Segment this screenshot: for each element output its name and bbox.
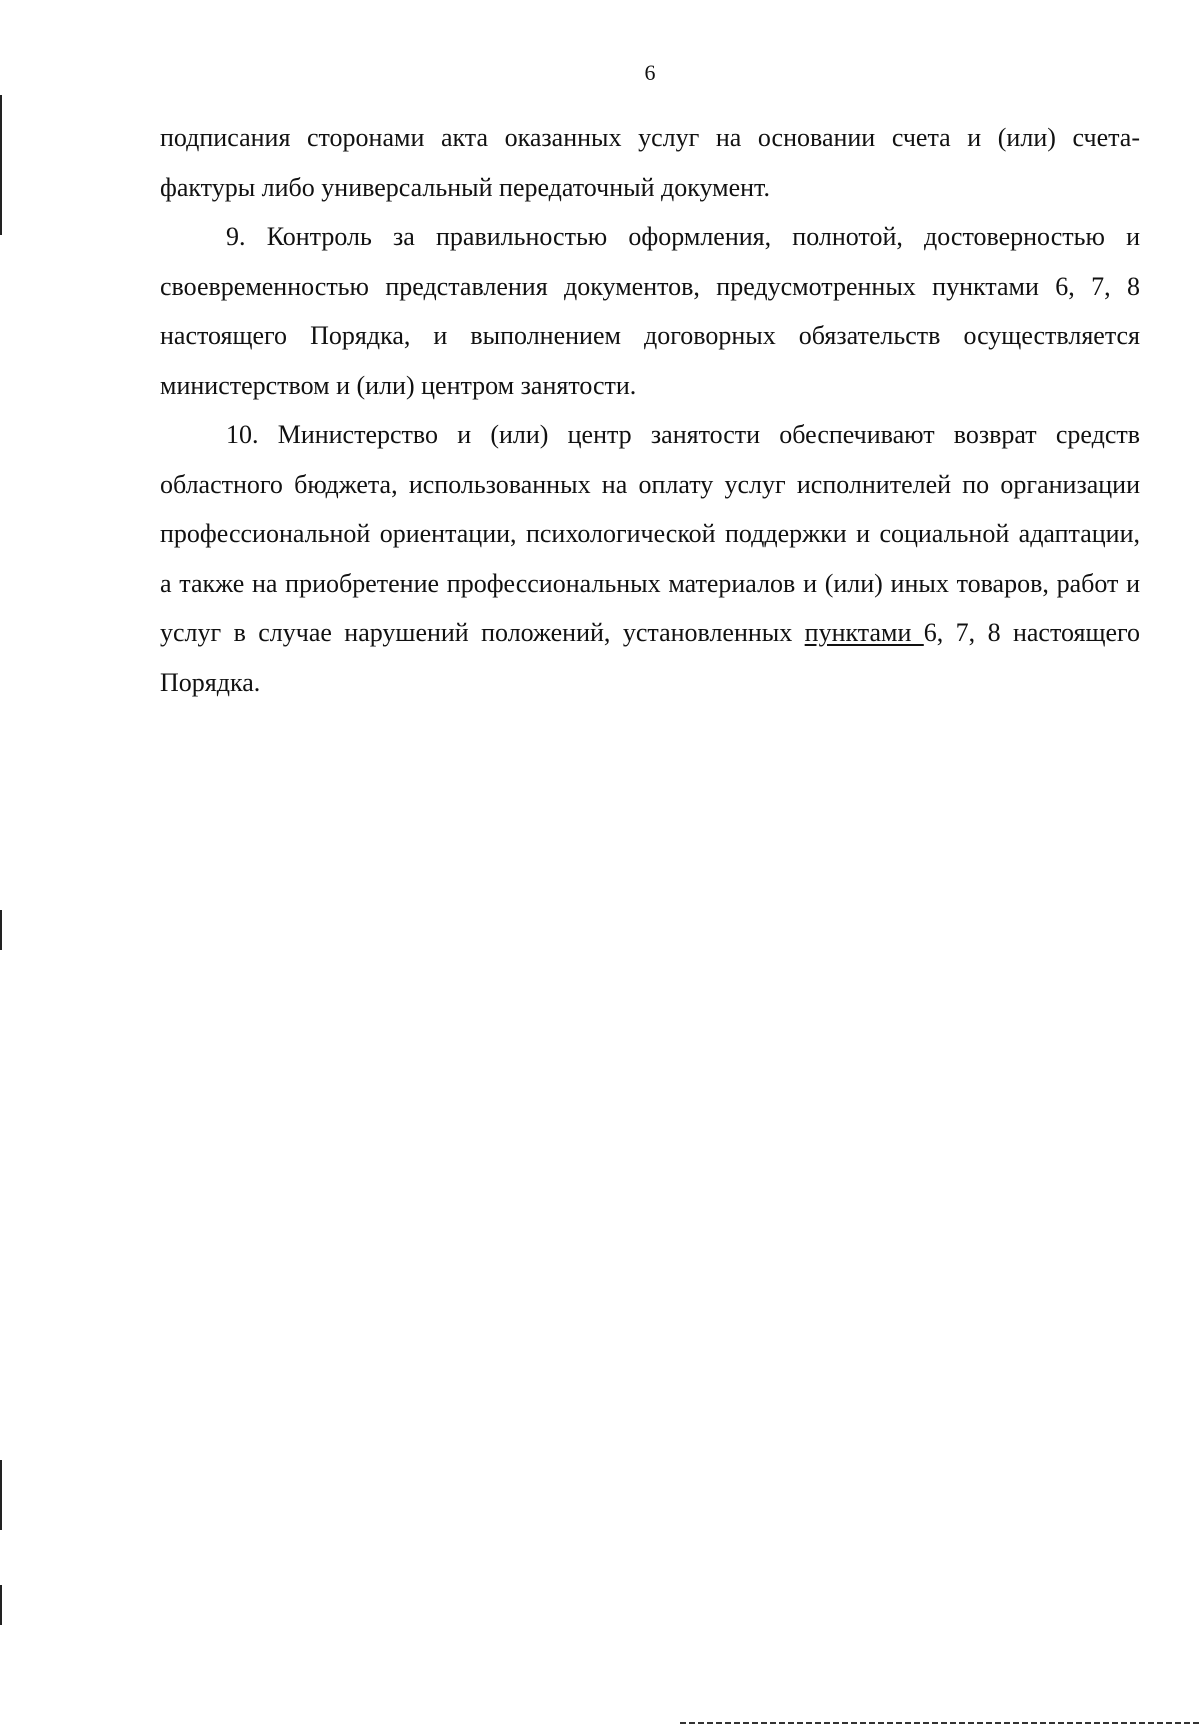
text-line: осуществляется министерством и (или) центром занятости. (160, 321, 1140, 400)
scan-edge-mark (0, 910, 2, 950)
text-line: установленных (622, 618, 805, 647)
scan-edge-mark (0, 95, 2, 235)
scan-bottom-edge (680, 1722, 1200, 1724)
text-line: 10. Министерство и (или) центр занятости обеспечивают возврат средств (226, 420, 1140, 449)
text-line: фактуры либо универсальный передаточный документ. (160, 172, 770, 202)
text-line: областного бюджета, использованных на оплату услуг исполнителей по (160, 469, 990, 499)
text-line: и (или) иных товаров, работ и услуг в случае нарушений положений, (160, 568, 1140, 647)
page-number: 6 (644, 60, 656, 85)
scan-edge-mark (0, 1585, 2, 1625)
text-line: 8 настоящего Порядка, и выполнением договорных обязательств (160, 271, 1140, 350)
text-line: своевременностью представления документов, предусмотренных пунктами 6, 7, (160, 271, 1111, 301)
text-line: 6, 7, 8 настоящего Порядка. (160, 618, 1141, 697)
reference-link-points[interactable]: пунктами (804, 618, 924, 647)
text-line: 9. Контроль за правильностью оформления, полнотой, достоверностью и (226, 222, 1140, 251)
text-line: социальной адаптации, а также на приобретение профессиональных материалов (160, 519, 1140, 598)
document-body (160, 113, 1140, 707)
paragraph-10 (160, 410, 1140, 707)
paragraph-9 (160, 212, 1140, 410)
text-line: организации профессиональной ориентации, психологической поддержки и (160, 469, 1140, 548)
text-line: подписания сторонами акта оказанных услуг на основании счета и (или) счета- (160, 123, 1140, 152)
paragraph-continuation (160, 113, 1140, 212)
scan-edge-mark (0, 1460, 2, 1530)
